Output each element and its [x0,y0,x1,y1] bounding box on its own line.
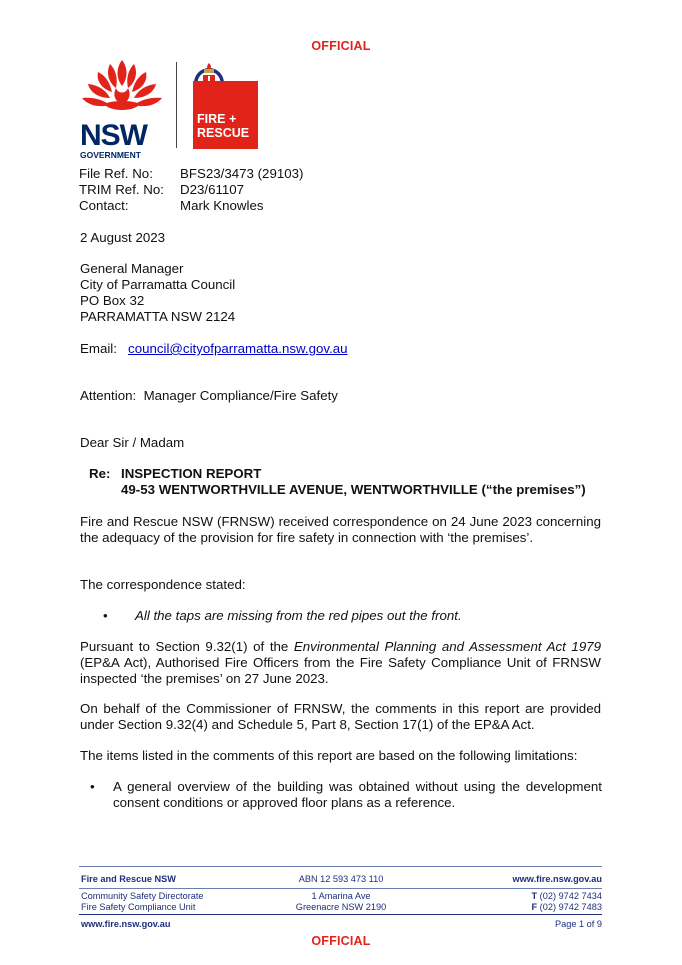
frnsw-fire-label: FIRE + [197,112,237,126]
footer-website-top[interactable]: www.fire.nsw.gov.au [512,874,602,884]
fax-number: (02) 9742 7483 [539,902,602,912]
ref-label: Contact: [79,198,129,213]
footer-abn: ABN 12 593 473 110 [298,874,384,884]
frnsw-red-panel [193,81,258,149]
footer-org: Fire and Rescue NSW [81,874,176,884]
footer-website-bottom[interactable]: www.fire.nsw.gov.au [81,919,171,929]
email-link[interactable]: council@cityofparramatta.nsw.gov.au [128,341,348,356]
tel-number: (02) 9742 7434 [539,891,602,901]
limitation-bullet [90,779,602,811]
classification-bottom: OFFICIAL [311,934,371,948]
ref-row-contact [79,198,303,214]
classification-top: OFFICIAL [311,39,371,53]
p3-text-b: (EP&A Act), Authorised Fire Officers from the Fire Safety Compliance Unit of FRNSW inspected ‘the premises’ on 27 June 2023. [80,655,601,686]
nsw-government-label: GOVERNMENT [80,150,141,160]
ref-row-trim [79,182,303,198]
recipient-address [80,261,235,325]
ref-label: File Ref. No: [79,166,153,181]
footer-unit-line: Fire Safety Compliance Unit [81,902,196,912]
subject-prefix: Re: [89,466,111,481]
email-label: Email: [80,341,117,356]
footer-suburb-line: Greenacre NSW 2190 [295,902,387,912]
address-line: General Manager [80,261,184,276]
address-line: PARRAMATTA NSW 2124 [80,309,236,324]
ref-value: Mark Knowles [180,198,264,213]
ref-value: D23/61107 [180,182,245,197]
email-line [80,341,348,357]
footer-address-line: 1 Amarina Ave [311,891,371,901]
footer-contact [531,891,602,913]
subject-block [89,466,609,498]
nsw-wordmark: NSW [80,119,147,152]
paragraph-limitations: The items listed in the comments of this report are based on the following limitations: [80,748,578,763]
tel-label: T [531,891,538,901]
address-line: PO Box 32 [80,293,145,308]
subject-line-1: INSPECTION REPORT [121,466,262,481]
ref-value: BFS23/3473 (29103) [180,166,304,181]
footer-fax [531,902,602,913]
ref-row-file [79,166,303,182]
footer-rule-bottom [79,914,602,915]
bullet-text: All the taps are missing from the red pipes out the front. [135,608,462,623]
logo-divider [176,62,177,148]
reference-table [79,166,303,214]
ref-label: TRIM Ref. No: [79,182,164,197]
frnsw-logo [186,61,258,149]
bullet-text: A general overview of the building was obtained without using the development consent conditions or approved floor plans as a reference. [113,779,602,810]
subject-line-2: 49-53 WENTWORTHVILLE AVENUE, WENTWORTHVILLE (“the premises”) [121,482,586,497]
quote-bullet [103,608,603,624]
address-line: City of Parramatta Council [80,277,236,292]
paragraph-commissioner: On behalf of the Commissioner of FRNSW, the comments in this report are provided under Section 9.32(4) and Schedule 5, Part 8, Section 17(1) of the EP&A Act. [80,701,601,732]
frnsw-rescue-label: RESCUE [197,126,250,140]
letter-date: 2 August 2023 [80,230,166,245]
paragraph-pursuant [80,639,601,687]
page-number: Page 1 of 9 [555,919,602,929]
salutation: Dear Sir / Madam [80,435,185,450]
waratah-icon [80,58,164,118]
act-title: Environmental Planning and Assessment Act 1979 [293,639,602,654]
bullet-dot-icon: • [103,608,108,623]
bullet-dot-icon: • [90,779,95,794]
fax-label: F [531,902,538,912]
attention-line: Attention: Manager Compliance/Fire Safety [80,388,338,403]
nsw-government-logo [80,58,164,160]
p3-text-a: Pursuant to Section 9.32(1) of the [80,639,294,654]
paragraph-correspondence: Fire and Rescue NSW (FRNSW) received correspondence on 24 June 2023 concerning the adequacy of the provision for fire safety in connection with ‘the premises’. [80,514,601,545]
footer-rule-top [79,866,602,867]
paragraph-stated: The correspondence stated: [80,577,246,592]
footer-telephone [531,891,602,902]
footer-rule-mid [79,888,602,889]
footer-directorate-line: Community Safety Directorate [81,891,204,901]
